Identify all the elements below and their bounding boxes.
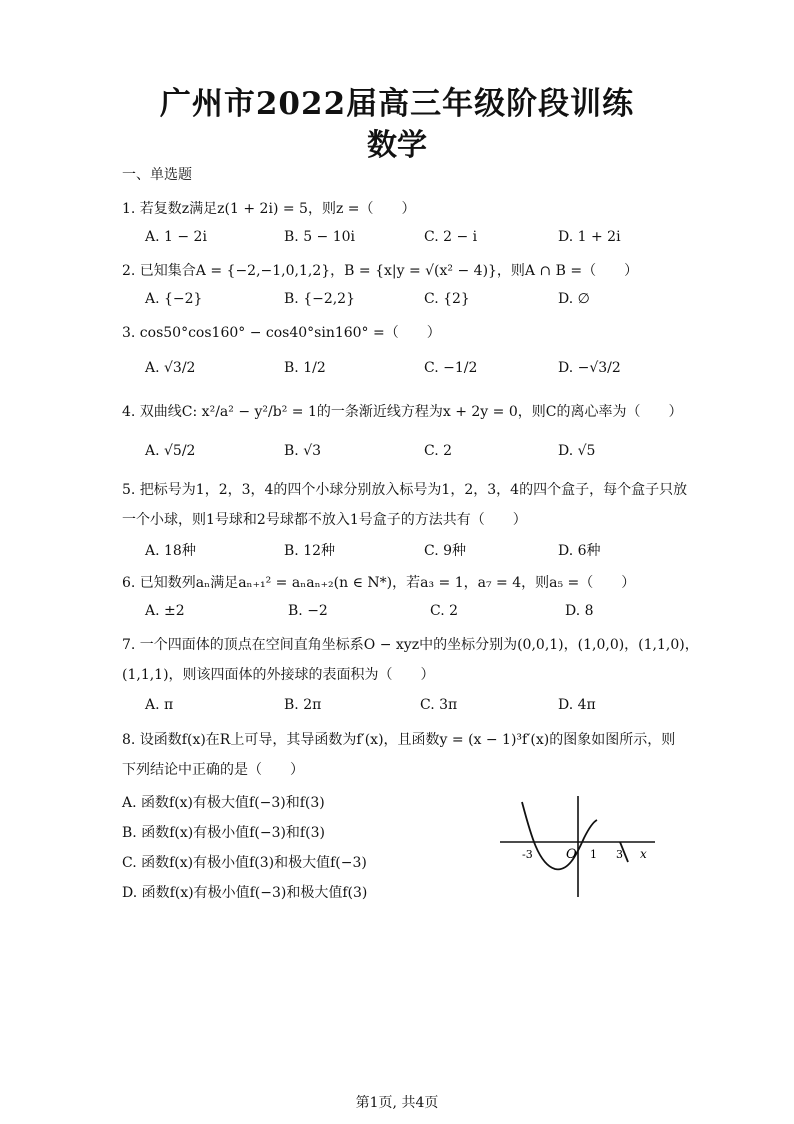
section-heading: 一、单选题 <box>122 167 192 183</box>
q5-option-a: A. 18种 <box>145 543 196 559</box>
q5-option-b: B. 12种 <box>284 543 336 559</box>
question-2: 2. 已知集合A = {−2,−1,0,1,2}，B = {x|y = √(x² − 4)}，则A ∩ B =（ ） <box>122 263 639 279</box>
q4-option-c: C. 2 <box>424 443 453 459</box>
q7-option-b: B. 2π <box>284 697 322 713</box>
graph-label-neg3: -3 <box>522 848 533 861</box>
q6-option-a: A. ±2 <box>145 603 185 619</box>
q2-option-b: B. {−2,2} <box>284 291 355 307</box>
q2-option-d: D. ∅ <box>558 291 590 307</box>
q8-option-b: B. 函数f(x)有极小值f(−3)和f(3) <box>122 825 325 841</box>
q5-option-d: D. 6种 <box>558 543 601 559</box>
graph-label-x: x <box>640 847 647 861</box>
graph-label-three: 3 <box>616 848 623 861</box>
question-7-line-1: 7. 一个四面体的顶点在空间直角坐标系O − xyz中的坐标分别为(0,0,1)，(1,0,0)，(1,1,0)， <box>122 637 699 653</box>
q5-option-c: C. 9种 <box>424 543 467 559</box>
question-5-line-2: 一个小球，则1号球和2号球都不放入1号盒子的方法共有（ ） <box>122 512 527 528</box>
exam-subject: 数学 <box>367 128 427 163</box>
q2-option-a: A. {−2} <box>145 291 203 307</box>
q1-option-a: A. 1 − 2i <box>145 229 207 245</box>
question-7-line-2: (1,1,1)，则该四面体的外接球的表面积为（ ） <box>122 667 435 683</box>
q8-option-a: A. 函数f(x)有极大值f(−3)和f(3) <box>122 795 325 811</box>
exam-title: 广州市2022届高三年级阶段训练 <box>159 86 635 122</box>
graph-label-origin: O <box>566 847 577 862</box>
q3-option-b: B. 1/2 <box>284 360 326 376</box>
q3-option-a: A. √3/2 <box>145 360 196 376</box>
q6-option-b: B. −2 <box>288 603 328 619</box>
question-1: 1. 若复数z满足z(1 + 2i) = 5，则z =（ ） <box>122 201 416 217</box>
question-5-line-1: 5. 把标号为1，2，3，4的四个小球分别放入标号为1，2，3，4的四个盒子，每个盒子只放 <box>122 482 688 498</box>
q8-option-c: C. 函数f(x)有极小值f(3)和极大值f(−3) <box>122 855 367 871</box>
question-8-line-2: 下列结论中正确的是（ ） <box>122 762 304 778</box>
q1-option-d: D. 1 + 2i <box>558 229 621 245</box>
function-graph <box>500 792 660 902</box>
q4-option-d: D. √5 <box>558 443 596 459</box>
question-6: 6. 已知数列aₙ满足aₙ₊₁² = aₙaₙ₊₂(n ∈ N*)，若a₃ = 1，a₇ = 4，则a₅ =（ ） <box>122 575 636 591</box>
q8-option-d: D. 函数f(x)有极小值f(−3)和极大值f(3) <box>122 885 368 901</box>
graph-label-one: 1 <box>590 848 597 861</box>
q6-option-c: C. 2 <box>430 603 459 619</box>
q7-option-d: D. 4π <box>558 697 596 713</box>
q2-option-c: C. {2} <box>424 291 470 307</box>
page-footer: 第1页, 共4页 <box>355 1095 439 1111</box>
q3-option-c: C. −1/2 <box>424 360 478 376</box>
q7-option-a: A. π <box>145 697 174 713</box>
q1-option-b: B. 5 − 10i <box>284 229 356 245</box>
question-8-line-1: 8. 设函数f(x)在R上可导，其导函数为f′(x)，且函数y = (x − 1)³f′(x)的图象如图所示，则 <box>122 732 676 748</box>
q4-option-b: B. √3 <box>284 443 322 459</box>
q3-option-d: D. −√3/2 <box>558 360 621 376</box>
question-4: 4. 双曲线C: x²/a² − y²/b² = 1的一条渐近线方程为x + 2y = 0，则C的离心率为（ ） <box>122 404 683 420</box>
graph-curve-left <box>522 802 597 869</box>
q7-option-c: C. 3π <box>420 697 458 713</box>
q1-option-c: C. 2 − i <box>424 229 478 245</box>
q4-option-a: A. √5/2 <box>145 443 196 459</box>
question-3: 3. cos50°cos160° − cos40°sin160° =（ ） <box>122 325 441 341</box>
q6-option-d: D. 8 <box>565 603 594 619</box>
